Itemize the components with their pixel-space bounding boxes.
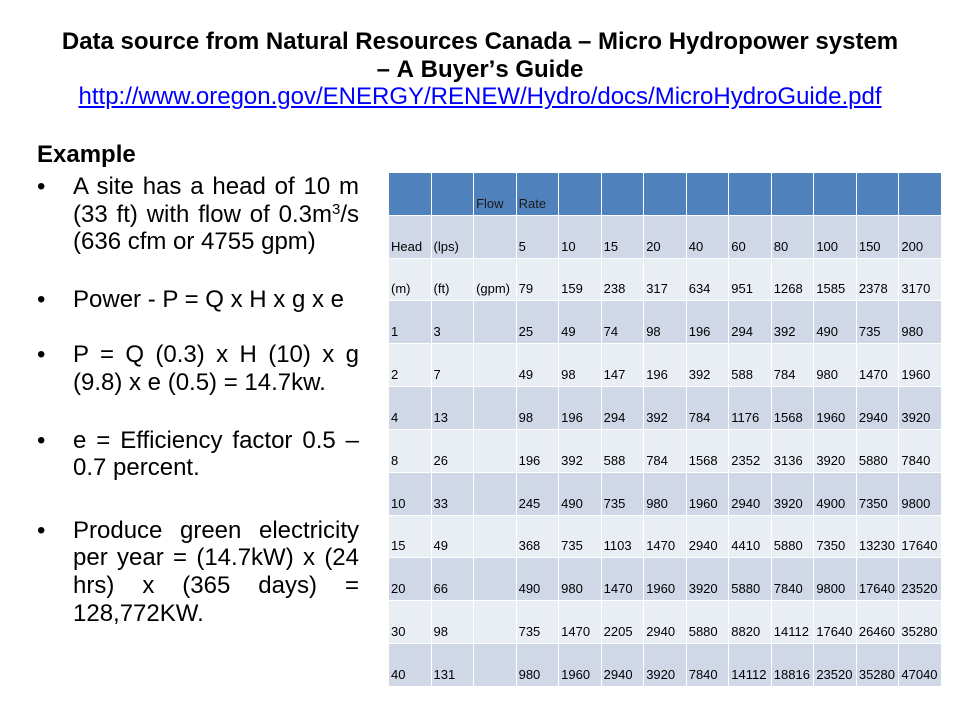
table-cell: 2940 [601,644,644,687]
table-cell: 2940 [729,472,772,515]
table-cell: 1470 [644,515,687,558]
table-cell: 1960 [899,344,942,387]
table-cell [474,215,517,258]
table-cell: 8 [389,429,432,472]
table-cell: 490 [516,558,559,601]
table-row [389,601,942,644]
table-cell: 784 [771,344,814,387]
table-cell: 150 [856,215,899,258]
table-cell: 1103 [601,515,644,558]
table-cell: 49 [516,344,559,387]
table-cell: 784 [686,387,729,430]
table-header-cell [644,173,687,216]
table-cell: 80 [771,215,814,258]
table-cell: 25 [516,301,559,344]
bullet-icon: • [37,285,46,313]
table-header-cell [431,173,474,216]
table-cell: 1470 [559,601,602,644]
bullet-icon: • [37,173,46,200]
table-cell: 147 [601,344,644,387]
table-cell: 35280 [856,644,899,687]
table-cell: 7840 [771,558,814,601]
table-cell: 951 [729,258,772,301]
bullet-icon: • [37,426,46,454]
table-cell: 17640 [814,601,857,644]
bullet-list [37,173,359,627]
bullet-text: e = Efficiency factor 0.5 – 0.7 percent. [73,426,359,482]
table-header-cell: Flow [474,173,517,216]
table-cell: 2940 [644,601,687,644]
table-header-cell [771,173,814,216]
table-cell: (lps) [431,215,474,258]
table-cell: 1470 [601,558,644,601]
table-cell: 588 [601,429,644,472]
table-cell: 98 [516,387,559,430]
bullet-text-main: A site has a head of 10 m (33 ft) with flow of 0.3m [73,173,359,228]
table-cell: 196 [686,301,729,344]
superscript-text: 3 [331,200,341,218]
table-cell: 4 [389,387,432,430]
bullet-item-efficiency [37,427,359,482]
table-cell: 4410 [729,515,772,558]
bullet-icon: • [37,341,46,369]
bullet-item-power-formula [37,286,359,314]
table-cell: 196 [644,344,687,387]
table-cell: 8820 [729,601,772,644]
table-cell: 7350 [856,472,899,515]
table-cell: 98 [559,344,602,387]
table-cell: 392 [644,387,687,430]
table-cell: 200 [899,215,942,258]
table-cell: 1470 [856,344,899,387]
table-cell: 1960 [559,644,602,687]
table-cell: 5880 [856,429,899,472]
table-cell: 784 [644,429,687,472]
table-cell: 980 [814,344,857,387]
table-cell: 49 [431,515,474,558]
table-cell: 9800 [899,472,942,515]
table-cell [474,429,517,472]
table-cell: 10 [559,215,602,258]
table-cell: 100 [814,215,857,258]
table-cell [474,472,517,515]
table-cell: 159 [559,258,602,301]
table-cell: 196 [559,387,602,430]
table-header-cell: Rate [516,173,559,216]
bullet-text [73,173,359,255]
table-cell: 26 [431,429,474,472]
table-cell: 634 [686,258,729,301]
bullet-item-yearly-output [37,517,359,627]
table-cell: 1 [389,301,432,344]
table-cell: 317 [644,258,687,301]
table-row [389,301,942,344]
flow-head-table [388,172,942,687]
table-cell: 588 [729,344,772,387]
table-cell: 392 [686,344,729,387]
source-link[interactable]: http://www.oregon.gov/ENERGY/RENEW/Hydro/docs/MicroHydroGuide.pdf [78,83,882,111]
table-cell: 3170 [899,258,942,301]
table-cell: 1176 [729,387,772,430]
table-cell: 3 [431,301,474,344]
table-header-cell [729,173,772,216]
table-cell [474,644,517,687]
table-cell: 490 [814,301,857,344]
table-cell: 13 [431,387,474,430]
bullet-text: Produce green electricity per year = (14.7kW) x (24 hrs) x (365 days) = 128,772KW. [73,516,359,627]
table-cell: 2352 [729,429,772,472]
table-cell: 5880 [686,601,729,644]
table-cell: 3920 [899,387,942,430]
table-cell: 2 [389,344,432,387]
table-row [389,258,942,301]
table-row [389,515,942,558]
table-cell: 5880 [771,515,814,558]
table-cell: 196 [516,429,559,472]
table-cell [474,601,517,644]
table-cell: 1568 [771,387,814,430]
title-block [57,28,903,111]
table-cell: 245 [516,472,559,515]
table-cell: 2205 [601,601,644,644]
slide-title: Data source from Natural Resources Canada – Micro Hydropower system – A Buyer’s Guide [61,28,899,83]
table-cell: 2940 [686,515,729,558]
table-cell: 2940 [856,387,899,430]
table-cell: 5880 [729,558,772,601]
table-cell: 980 [644,472,687,515]
table-cell: 40 [686,215,729,258]
table-cell: 1960 [814,387,857,430]
table-cell: 4900 [814,472,857,515]
table-cell: 14112 [729,644,772,687]
table-cell: 2378 [856,258,899,301]
table-cell: 40 [389,644,432,687]
table-row [389,558,942,601]
table-row [389,644,942,687]
table-header-cell [601,173,644,216]
table-cell: (m) [389,258,432,301]
table-header-cell [856,173,899,216]
table-cell: 26460 [856,601,899,644]
table-cell: 35280 [899,601,942,644]
table-cell: 33 [431,472,474,515]
table-cell: 5 [516,215,559,258]
table-cell: 735 [601,472,644,515]
table-cell: 17640 [899,515,942,558]
table-cell: 368 [516,515,559,558]
table-cell: 66 [431,558,474,601]
table-cell: 20 [389,558,432,601]
table-cell: 18816 [771,644,814,687]
table-cell: 30 [389,601,432,644]
table-cell: 1960 [686,472,729,515]
table-cell: 1585 [814,258,857,301]
table-cell: 490 [559,472,602,515]
table-row [389,387,942,430]
table-cell: 60 [729,215,772,258]
bullet-icon: • [37,516,46,544]
table-cell: 7350 [814,515,857,558]
bullet-item-site [37,173,359,256]
table-cell: 735 [559,515,602,558]
table-cell: 15 [389,515,432,558]
table-header-cell [559,173,602,216]
table-cell: 17640 [856,558,899,601]
table-cell [474,558,517,601]
table-cell: 13230 [856,515,899,558]
table-cell: 735 [856,301,899,344]
table-header-cell [389,173,432,216]
bullet-text-rest: /s (636 cfm or 4755 gpm) [73,200,359,256]
table-cell: 238 [601,258,644,301]
table-cell: 980 [559,558,602,601]
table-cell: 3920 [686,558,729,601]
flow-head-table-container [388,172,942,686]
table-cell: 980 [899,301,942,344]
table-row [389,344,942,387]
table-header-cell [899,173,942,216]
table-cell: (ft) [431,258,474,301]
table-cell: 7840 [899,429,942,472]
table-cell: 20 [644,215,687,258]
table-cell: 3920 [771,472,814,515]
table-cell: 23520 [899,558,942,601]
table-cell: 1960 [644,558,687,601]
example-heading: Example [37,141,136,168]
table-cell: 3920 [814,429,857,472]
table-cell: 131 [431,644,474,687]
bullet-text: Power - P = Q x H x g x e [73,285,344,313]
table-row [389,429,942,472]
table-cell: 7 [431,344,474,387]
table-cell: 98 [431,601,474,644]
table-cell: 3920 [644,644,687,687]
table-cell: 49 [559,301,602,344]
table-cell: 79 [516,258,559,301]
table-cell [474,387,517,430]
table-cell: 392 [559,429,602,472]
table-cell: 1568 [686,429,729,472]
table-cell: 14112 [771,601,814,644]
table-cell: 15 [601,215,644,258]
table-header-row [389,173,942,216]
table-cell: 74 [601,301,644,344]
table-cell: 9800 [814,558,857,601]
bullet-item-calculation [37,341,359,396]
bullet-text: P = Q (0.3) x H (10) x g (9.8) x e (0.5) = 14.7kw. [73,341,359,396]
table-cell: 980 [516,644,559,687]
table-cell: 3136 [771,429,814,472]
table-cell: (gpm) [474,258,517,301]
table-row [389,215,942,258]
table-row [389,472,942,515]
table-cell: 7840 [686,644,729,687]
table-header-cell [686,173,729,216]
table-cell [474,344,517,387]
table-cell: 294 [601,387,644,430]
table-cell [474,301,517,344]
table-cell: 23520 [814,644,857,687]
table-cell: 10 [389,472,432,515]
table-cell: 47040 [899,644,942,687]
table-header-cell [814,173,857,216]
table-cell: 1268 [771,258,814,301]
table-cell: 98 [644,301,687,344]
table-cell: 392 [771,301,814,344]
table-cell: 294 [729,301,772,344]
table-cell: Head [389,215,432,258]
table-cell: 735 [516,601,559,644]
table-cell [474,515,517,558]
table-body [389,173,942,687]
